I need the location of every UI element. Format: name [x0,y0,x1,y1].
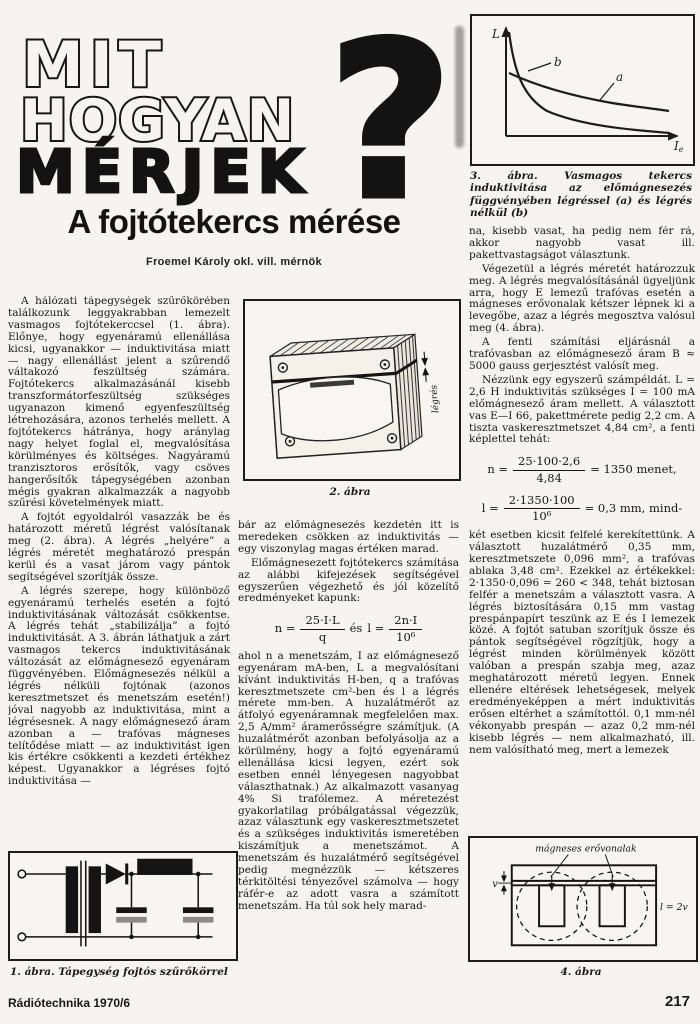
numerator: 25·I·L [305,613,340,628]
input-terminal-bottom [18,933,26,941]
gap-v-label: v [492,878,498,890]
masthead [8,16,460,221]
airgap-dimension [422,352,429,382]
x-axis-label-sub: e [678,145,684,154]
denominator: q [300,629,344,644]
airgap-label: légrés [429,384,442,414]
curve-a-with-airgap [509,73,669,111]
figure-1-caption: 1. ábra. Tápegység fojtós szűrőkörrel [10,966,228,978]
denominator: 10⁶ [504,508,580,523]
paragraph: na, kisebb vasat, ha pedig nem fér rá, akkor nagyobb vasat ill. pakettvastagságot választunk. [469,226,695,261]
figure-4-caption: 4. ábra [560,966,602,978]
masthead-line-3: MÉRJEK [16,137,311,206]
column-left [8,296,230,848]
figure-3-caption: 3. ábra. Vasmagos tekercs induktivitása az előmágnesezés függvényében légréssel (a) és légrés nélkül (b) [470,170,692,220]
paragraph: A fojtót egyoldalról vasazzák be és határozott méretű légrést valósítanak meg (2. ábra). A légrés „helyére” a légrés méretét meghatározó prespán kerül és a vasat járom vagy pántok segítségével szorítják össze. [8,511,230,583]
fraction [300,614,344,643]
fraction [513,455,585,484]
inductance-chart [472,16,689,160]
paragraph: bár az előmágnesezés kezdetén itt is meredeken csökken az induktivitás — egy viszonylag magas értéken marad. [238,520,459,555]
paragraph: A hálózati tápegységek szűrőkörében találkozunk leggyakrabban lemezelt vasmagos fojtótekerccsel (1. ábra). Előnye, hogy egyenáramú ellenállása kicsi, ugyanakkor — induktivitása miatt — nagy ellenállást jelent a szűrendő váltakozó feszültség számára. Fojtótekercs alkalmazásánál kisebb transzformátorfeszültség szükséges ugyanazon kimenő egyenfeszültség létrehozására, azonos terhelés mellett. A fojtótekercs hátránya, hogy aránylag nagy helyet foglal el, megvalósítása körülményes és költséges. Nagyáramú tranzisztoros erősítők, vagy csöves hangerősítők tápegységében azonban mégis gyakran alkalmazzák a nagyobb szűrési követelmények miatt. [8,296,230,510]
gap-dimension [498,871,512,894]
denominator: 4,84 [513,470,585,485]
choke-drawing [245,301,455,475]
paragraph: Végezetül a légrés méretét határozzuk meg. A légrés megvalósításánál ügyeljünk arra, hogy E lemezű trafóvas esetén a mágneses erővonalak kétszer lépnek ki a levegőbe, azaz a légrés megosztva valósul meg (4. ábra). [469,262,695,335]
column-right [469,226,695,832]
transformer-secondary [89,866,101,933]
figure-4-flux [468,836,698,962]
fraction [389,614,422,643]
figure-2-choke [243,299,461,481]
formula-lhs: l = [367,621,385,636]
figure-1-circuit [8,851,238,961]
denominator: 10⁶ [389,629,422,644]
journal-footer: Rádiótechnika 1970/6 [8,996,131,1010]
x-axis-label-main: I [674,139,679,153]
column-middle [238,520,459,928]
paragraph: két esetben kicsit felfelé kerekítettünk. A választott huzalátmérő 0,35 mm, keresztmetszete 0,096 mm², a trafóvas ablaka 3,48 cm². Ezekkel az értékekkel: 2·1350·0,096 = 260 < 348, tehát biztosan felfér a menetszám a választott vasra. A légrés biztosítására 0,15 mm vastag prespánpapírt teszünk az E és I lemezek közé. A fojtót satuban szorítjuk össze és pántok segítségével rögzítjük, hogy a légrést minden körülmények között valóban a prespán szabja meg, azaz meghatározott méretű legyen. Ennek ellenére eltérések lehetségesek, melyek eredményeképpen a mért induktivitás erősen eltérhet a számítottól. 0,1 mm-nél vékonyabb prespán — azaz 0,2 mm-nél kisebb légrés — nem alkalmazható, ill. nem valósítható meg, mert a lemezek [469,529,695,756]
masthead-line-2: HOGYAN [20,88,296,154]
paragraph: A fenti számítási eljárásnál a trafóvasban az előmágnesező áram B ≈ 5000 gauss gerjesztést valósít meg. [469,336,695,372]
page-number: 217 [664,993,690,1010]
formula-example-n [469,455,695,484]
formula-lhs: n = [274,621,296,636]
paragraph: A légrés szerepe, hogy különböző egyenáramú terhelés esetén a fojtó induktivitásának változását csökkentse. A légrés tehát „stabilizálja” a fojtó induktivitását. A 3. ábrán láthatjuk a zárt vasmagos tekercs induktivitásának változását az előmágnesező egyenáram függvényében. Előmágnesezés nélkül a légrés nélküli fojtónak (azonos keresztmetszet és menetszám esetén!) jóval nagyobb az induktivitása, mint a légrésesnek. A nagy előmágnesező áram azonban a — trafóvas mágneses telítődése miatt — az induktivitást igen kis értékre csökkenti a kezdeti értékhez képest. Ugyanakkor a légréses fojtó induktivitása — [8,584,230,788]
masthead-question-mark: ? [328,16,453,221]
figure-2-caption: 2. ábra [329,486,371,498]
formula-conjunction: és [349,621,363,636]
y-axis-label: L [492,27,500,41]
figure-3-graph [470,14,695,166]
capacitor-2 [183,874,214,937]
numerator: 2n·I [394,613,418,628]
power-supply-schematic [10,853,232,955]
input-terminal-top [18,870,26,878]
article-title: A fojtótekercs mérése [67,203,401,240]
paragraph: ahol n a menetszám, I az előmágnesező egyenáram mA-ben, L a megvalósítani kívánt induktivitás H-ben, q a trafóvas keresztmetszete cm²-ben és l a légrés mérete mm-ben. A huzalátmérőt az átfolyó egyenáramnak megfelelően max. 2,5 A/mm² áramerősségre számítjuk. (A huzalátmérőt azonban befolyásolja az a körülmény, hogy a fojtó egyenáramú ellenállása kicsi legyen, ezért sok esetben ennél lényegesen nagyobbat választhatnak.) Az alkalmazott vasanyag 4% Si trafólemez. A méretezést gyakorlatilag próbálgatással végezzük, azaz választunk egy vaskeresztmetszetet és a szükséges induktivitás ismeretében kiszámítjuk a menetszámot. A menetszám és huzalátmérő segítségével pedig megnézzük — kétszeres térkitöltési tényezővel számolva — hogy ráfér-e az adott vasra a számított menetszám. Ha túl sok hely marad- [238,649,459,912]
paragraph: Nézzünk egy egyszerű számpéldát. L = 2,6 H induktivitás szükséges I = 100 mA előmágnesező áram mellett. A választott vas E—I 66, pakettmérete pedig 2,2 cm. A tiszta vaskeresztmetszet 4,84 cm², a fenti képlettel tehát: [469,373,695,446]
core-window-right [600,885,625,926]
fraction [504,494,580,523]
diode [106,863,126,884]
flux-arrows [549,875,614,890]
numerator: 25·100·2,6 [518,454,581,469]
scan-artifact [455,26,464,148]
numerator: 2·1350·100 [508,492,575,507]
formula-rhs: = 1350 menet, [590,462,677,477]
article-author: Froemel Károly okl. vill. mérnök [146,256,322,268]
formula-lhs: n = [487,462,509,477]
formula-design [238,614,459,643]
formula-rhs: = 0,3 mm, mind- [584,500,683,515]
curve-a-label: a [616,70,624,84]
junction-dots [129,872,200,939]
paragraph: Előmágnesezett fojtótekercs számítása az alábbi kifejezések segítségével egyszerűen végezhető és jól közelítő eredményeket kapunk: [238,556,459,605]
gap-total-label: l = 2v [659,902,688,914]
transformer-primary [66,866,78,933]
capacitor-1 [116,874,147,937]
choke-symbol [137,859,192,875]
flux-lines-drawing [470,838,692,956]
core-window-left [539,885,564,926]
x-axis-label [673,139,684,154]
formula-lhs: l = [481,500,499,515]
curve-b-label: b [554,55,562,69]
formula-example-l [469,494,695,523]
flux-loops [517,872,648,940]
masthead-line-1: MIT [22,28,168,101]
flux-label: mágneses erővonalak [535,843,637,855]
masthead-lettering [8,16,460,221]
